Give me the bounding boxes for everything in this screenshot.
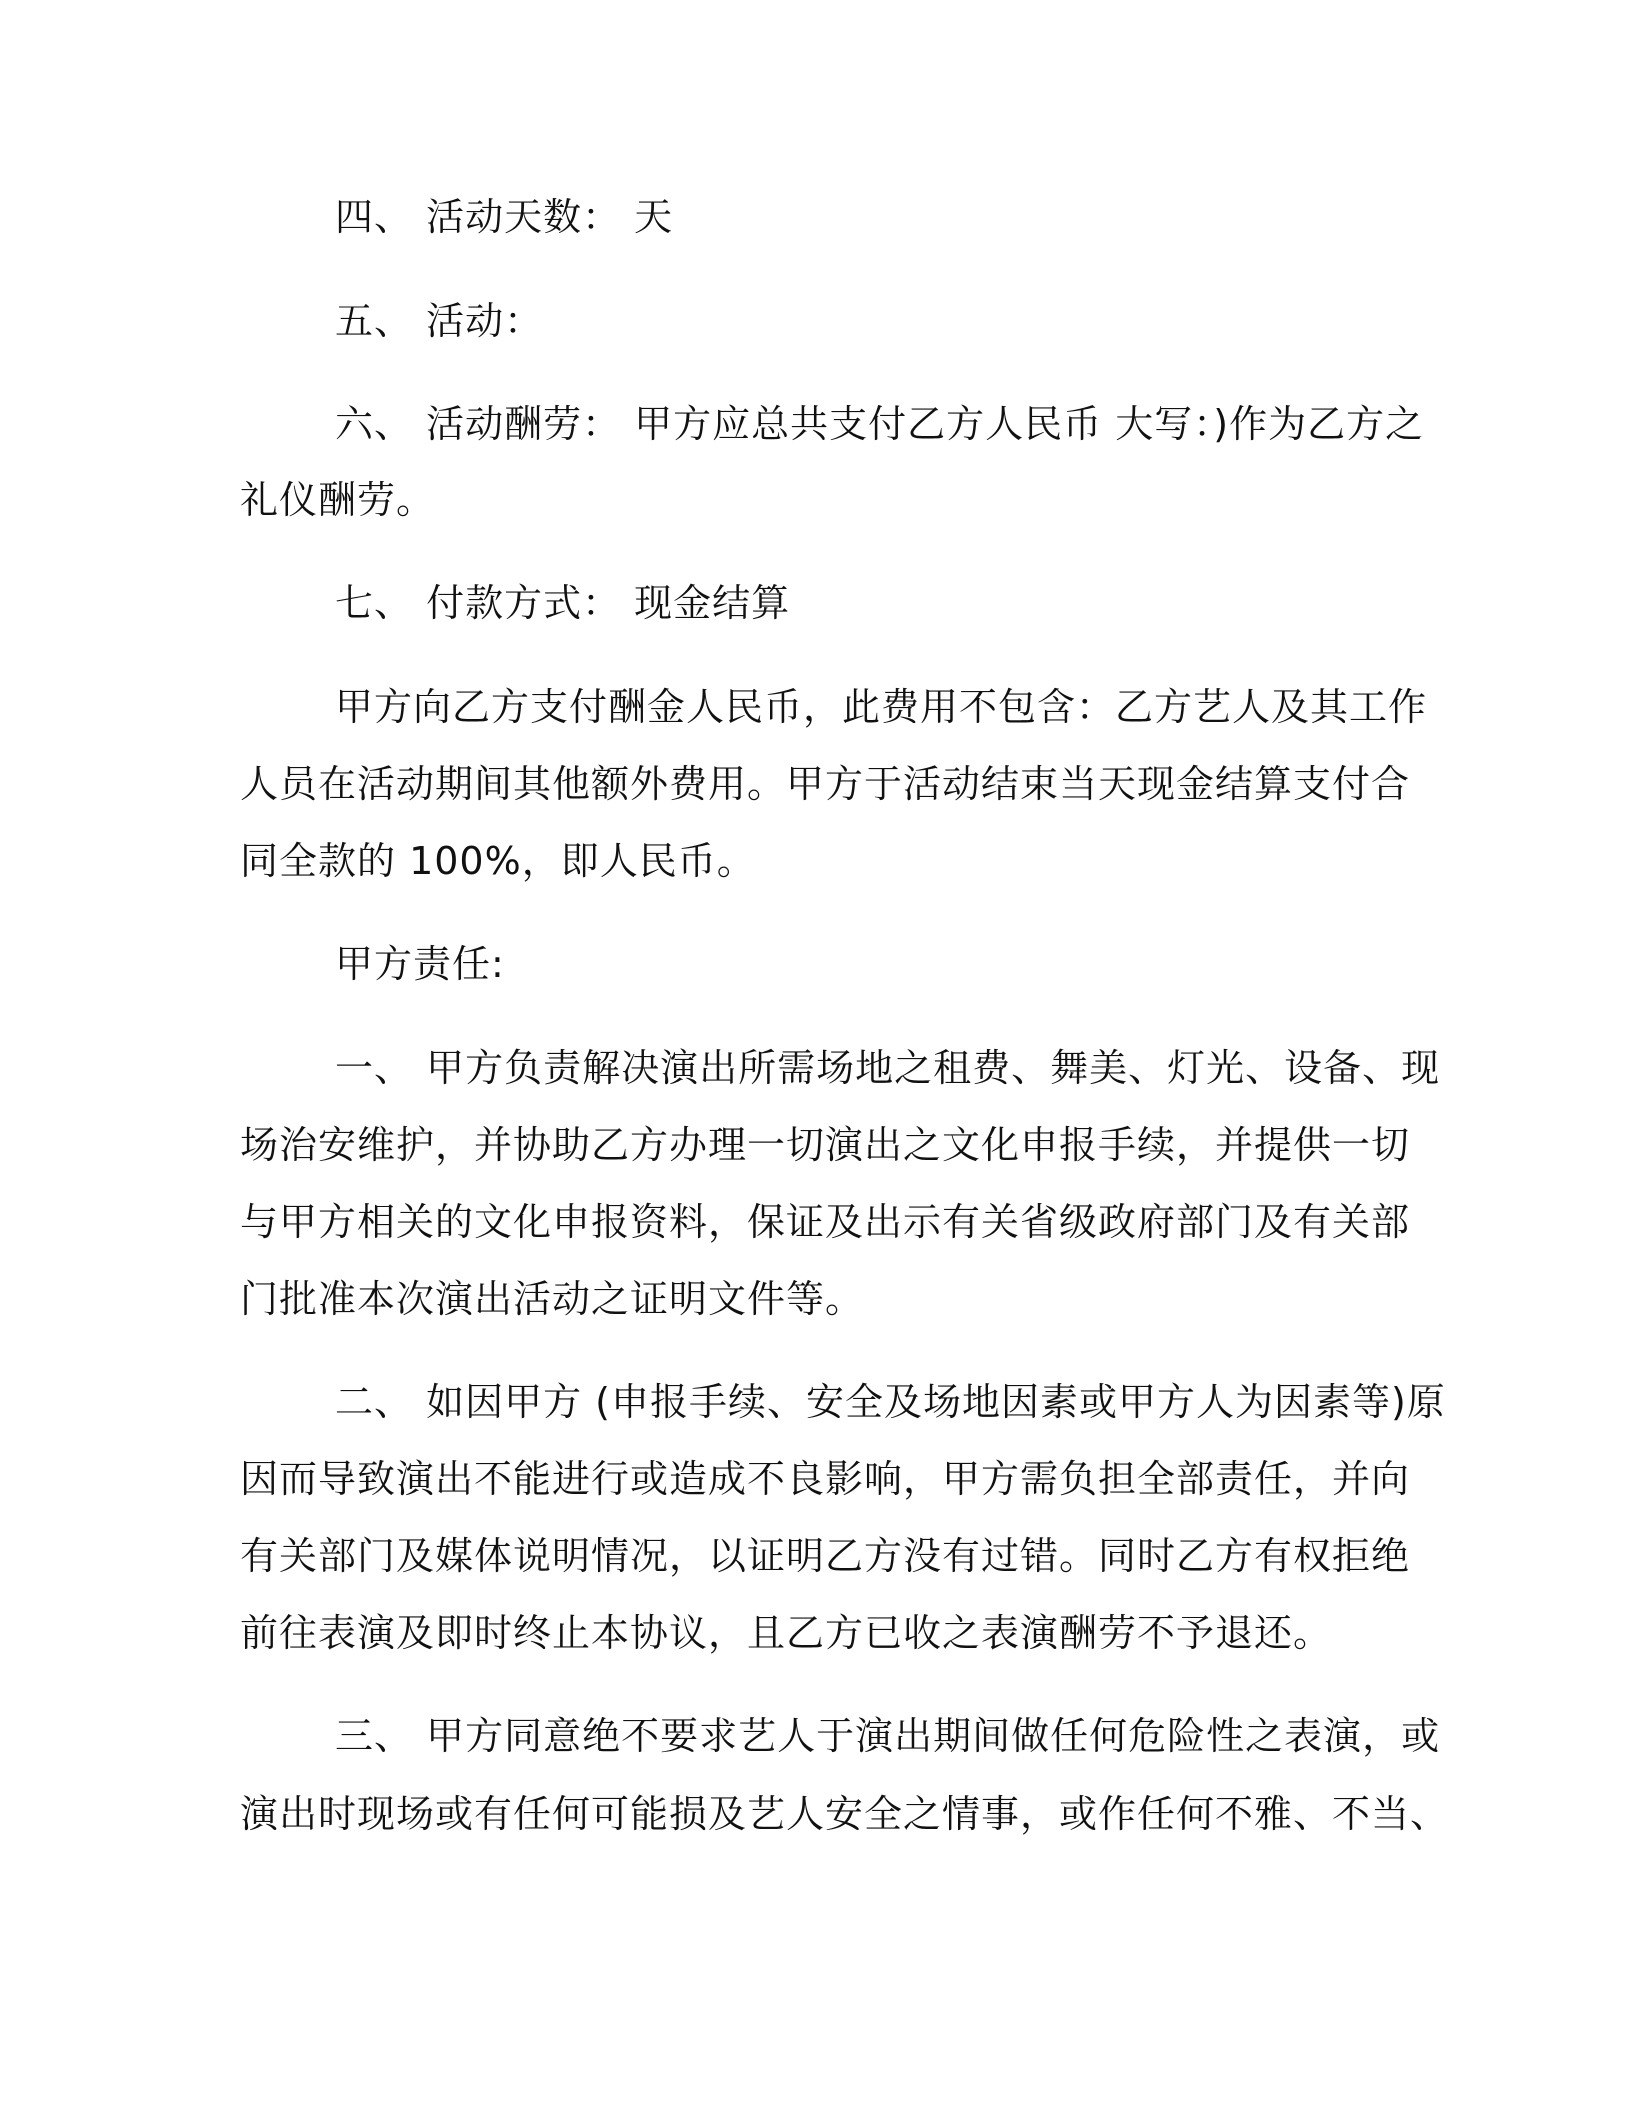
responsibility-one-line-1: 一、 甲方负责解决演出所需场地之租费、舞美、灯光、设备、现 <box>335 1046 1441 1090</box>
payment-paragraph-line-1: 甲方向乙方支付酬金人民币，此费用不包含：乙方艺人及其工作 <box>335 685 1428 729</box>
payment-paragraph-line-3: 同全款的 100%，即人民币。 <box>240 839 756 883</box>
payment-paragraph-line-2: 人员在活动期间其他额外费用。甲方于活动结束当天现金结算支付合 <box>240 762 1411 806</box>
responsibility-two-line-4: 前往表演及即时终止本协议，且乙方已收之表演酬劳不予退还。 <box>240 1611 1333 1655</box>
party-a-responsibilities-heading: 甲方责任: <box>335 942 505 986</box>
item-seven-payment-method: 七、 付款方式： 现金结算 <box>335 581 791 625</box>
responsibility-one-line-4: 门批准本次演出活动之证明文件等。 <box>240 1277 865 1321</box>
responsibility-one-line-2: 场治安维护，并协助乙方办理一切演出之文化申报手续，并提供一切 <box>240 1123 1411 1167</box>
item-six-remuneration-cont: 礼仪酬劳。 <box>240 478 436 522</box>
item-five-activity: 五、 活动： <box>335 299 544 343</box>
item-six-remuneration: 六、 活动酬劳： 甲方应总共支付乙方人民币 大写：)作为乙方之 <box>335 402 1425 446</box>
responsibility-one-line-3: 与甲方相关的文化申报资料，保证及出示有关省级政府部门及有关部 <box>240 1200 1411 1244</box>
responsibility-three-line-1: 三、 甲方同意绝不要求艺人于演出期间做任何危险性之表演，或 <box>335 1714 1441 1758</box>
responsibility-two-line-3: 有关部门及媒体说明情况，以证明乙方没有过错。同时乙方有权拒绝 <box>240 1534 1411 1578</box>
responsibility-three-line-2: 演出时现场或有任何可能损及艺人安全之情事，或作任何不雅、不当、 <box>240 1792 1450 1836</box>
responsibility-two-line-1: 二、 如因甲方 (申报手续、安全及场地因素或甲方人为因素等)原 <box>335 1380 1446 1424</box>
item-four-activity-days: 四、 活动天数： 天 <box>335 195 674 239</box>
responsibility-two-line-2: 因而导致演出不能进行或造成不良影响，甲方需负担全部责任，并向 <box>240 1457 1411 1501</box>
